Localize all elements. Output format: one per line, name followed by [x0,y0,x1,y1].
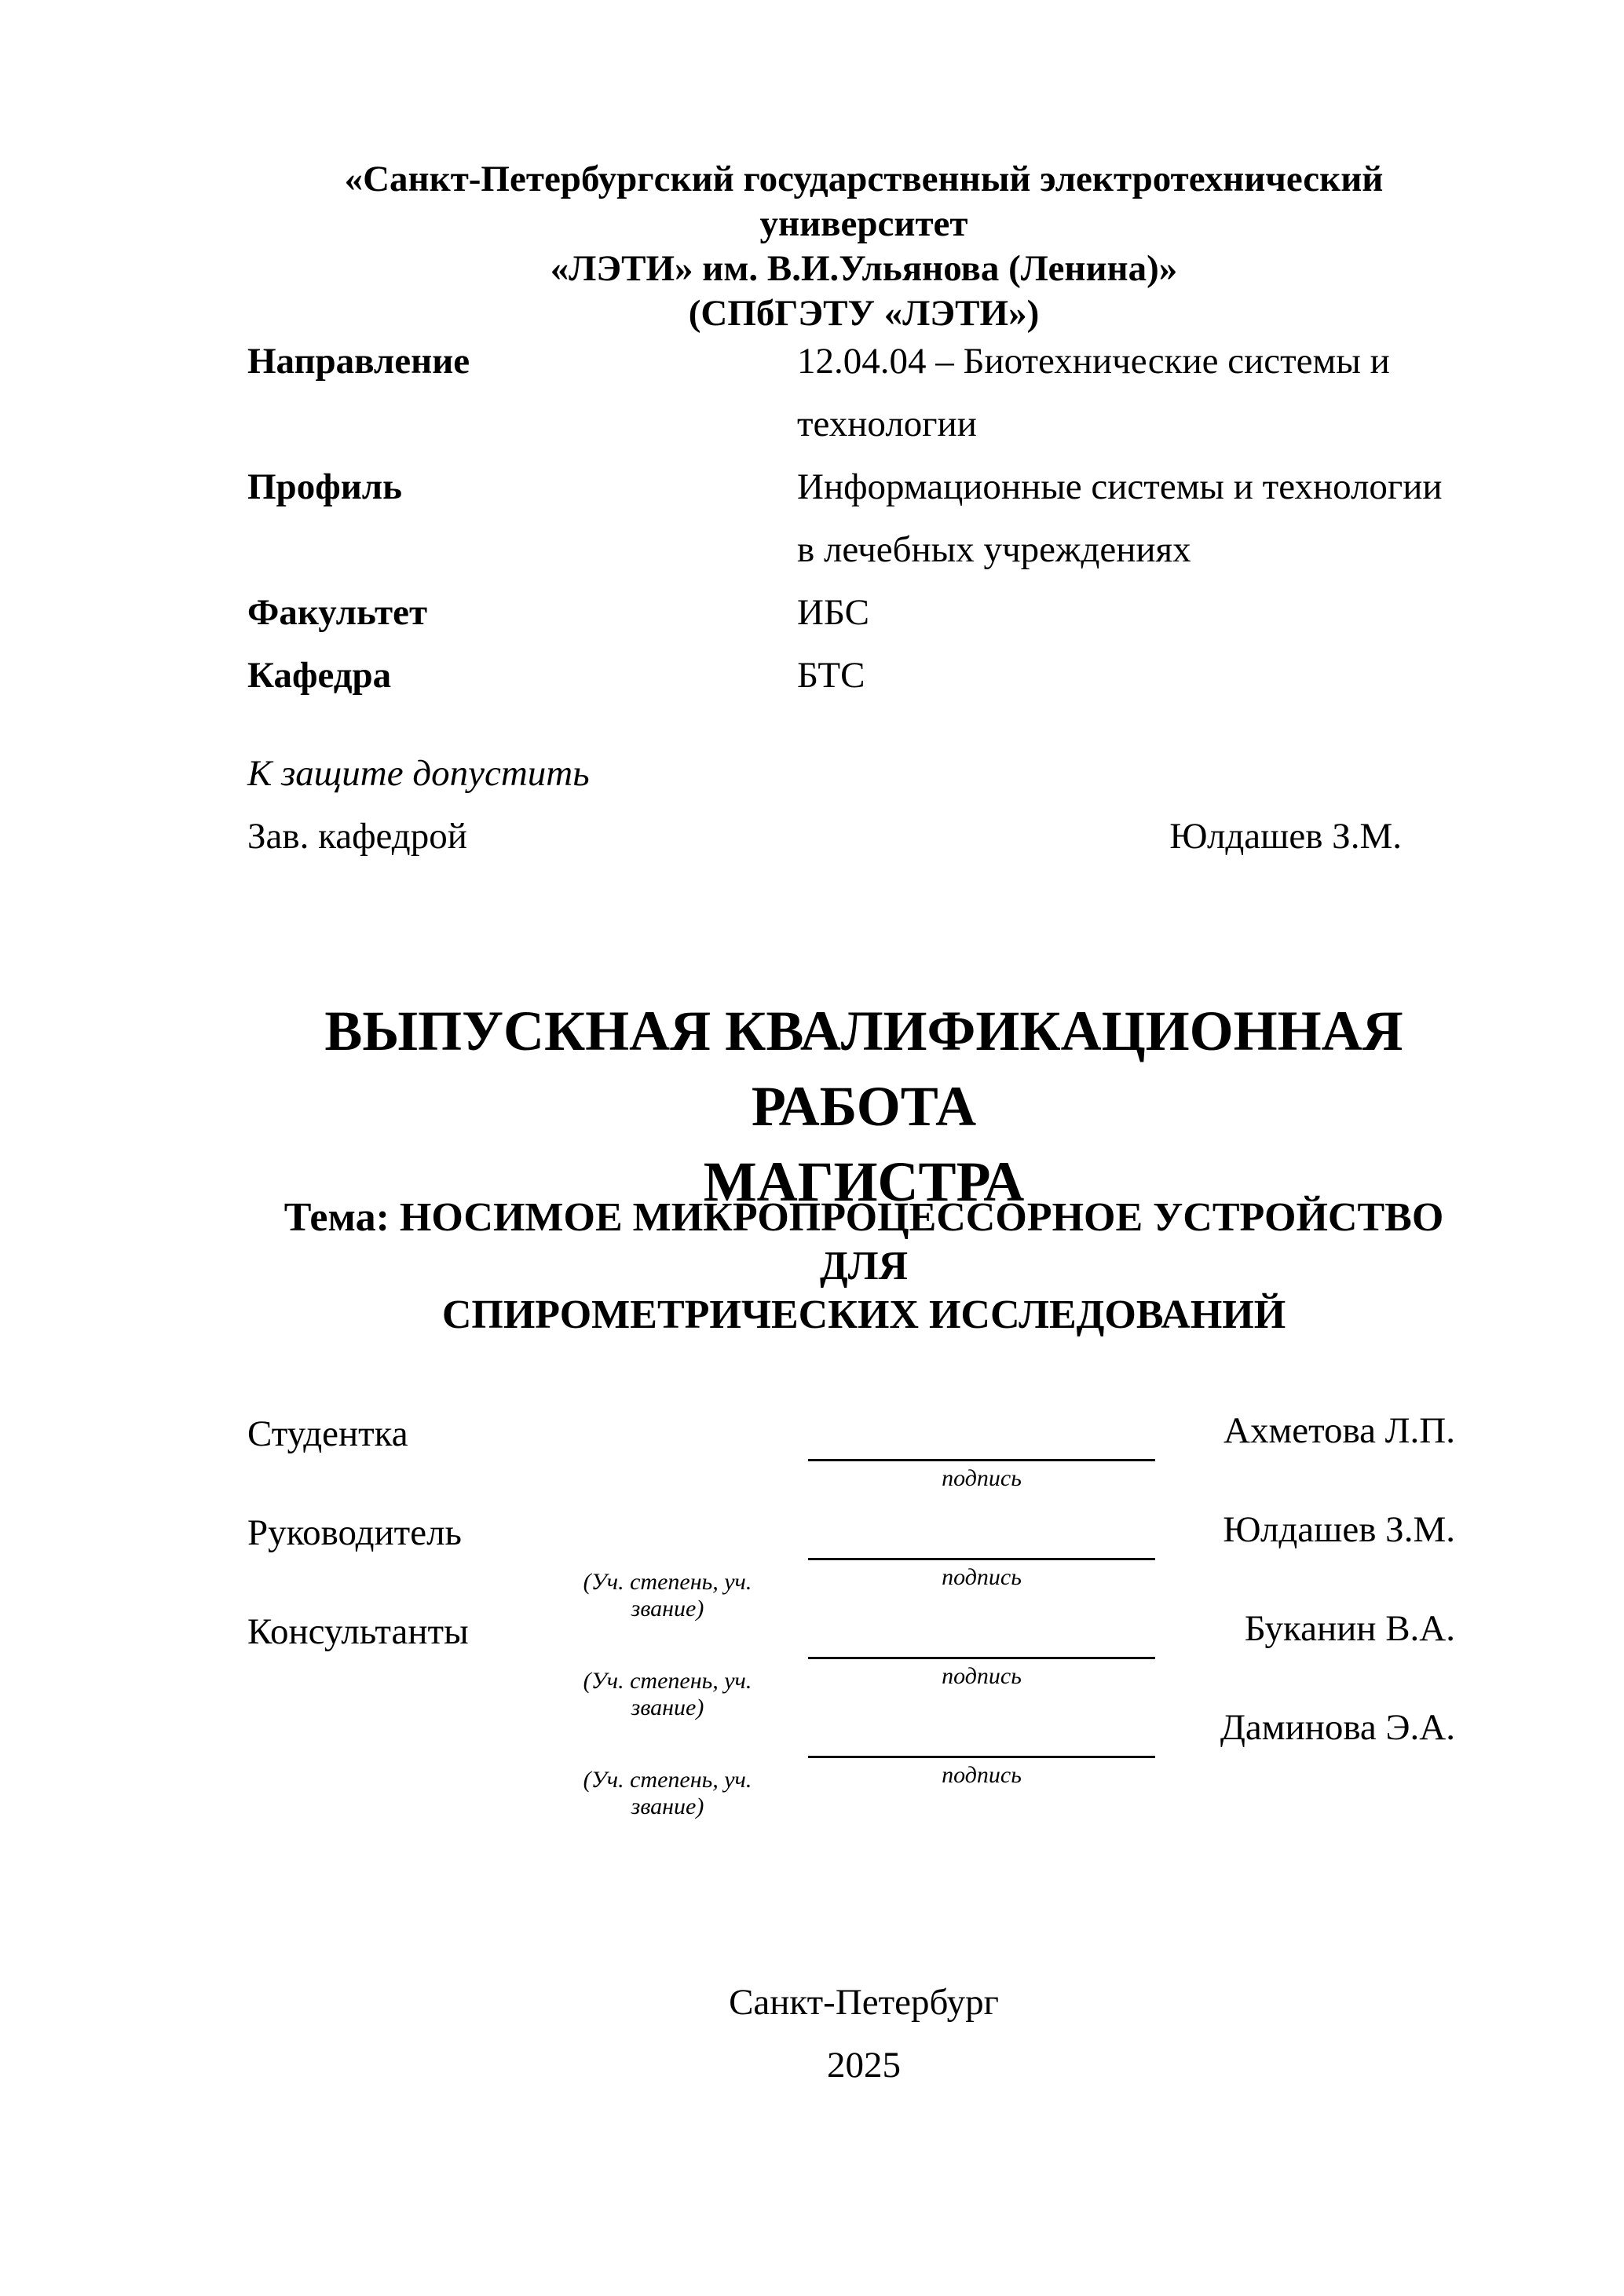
field-row-profile [247,455,1480,581]
field-value-line: ИБС [797,592,869,633]
field-value-line: технологии [797,404,977,444]
signature-name: Буканин В.А. [1244,1608,1455,1649]
field-value-department [797,644,1480,707]
work-type-title [247,993,1480,1219]
signature-line [808,1756,1155,1758]
theme-line-2: СПИРОМЕТРИЧЕСКИХ ИССЛЕДОВАНИЙ [441,1292,1286,1337]
field-label-profile: Профиль [247,466,403,507]
signature-degree-caption: (Уч. степень, уч. звание) [583,1767,752,1819]
signature-line [808,1657,1155,1659]
signature-degree-caption: (Уч. степень, уч. звание) [583,1569,752,1621]
signature-name: Даминова Э.А. [1220,1707,1455,1748]
admission-role: Зав. кафедрой [247,816,467,857]
signature-row-consultant-2 [247,1702,1480,1819]
signature-line [808,1558,1155,1560]
work-type-line-1: ВЫПУСКНАЯ КВАЛИФИКАЦИОННАЯ РАБОТА [324,1000,1403,1138]
university-header-line-2: «ЛЭТИ» им. В.И.Ульянова (Ленина)» [550,248,1178,289]
work-type-line-2: МАГИСТРА [703,1150,1025,1213]
signature-line [808,1459,1155,1461]
signature-line-caption: подпись [942,1465,1022,1491]
program-fields [247,330,1480,707]
admission-block [247,742,1480,868]
signature-line-caption: подпись [942,1663,1022,1689]
footer [247,1971,1480,2097]
field-row-faculty [247,581,1480,644]
field-value-direction [797,330,1480,455]
field-label-direction: Направление [247,341,470,382]
signature-name: Ахметова Л.П. [1223,1410,1455,1451]
field-value-line: БТС [797,655,865,696]
field-value-line: Информационные системы и технологии [797,466,1443,507]
footer-year: 2025 [827,2045,901,2086]
university-header-line-3: (СПбГЭТУ «ЛЭТИ») [688,293,1040,334]
signature-row-student [247,1406,1480,1504]
footer-city: Санкт-Петербург [729,1982,999,2023]
field-value-line: в лечебных учреждениях [797,529,1191,570]
field-label-faculty: Факультет [247,592,428,633]
university-header [247,157,1480,336]
admission-name: Юлдашев З.М. [1169,816,1402,857]
field-row-department [247,644,1480,707]
signature-row-consultant-1 [247,1603,1480,1720]
field-row-direction [247,330,1480,455]
field-value-line: 12.04.04 – Биотехнические системы и [797,341,1390,382]
admission-statement: К защите допустить [247,753,590,794]
theme-title [247,1194,1480,1340]
field-value-profile [797,455,1480,581]
signature-role: Студентка [247,1413,408,1454]
field-value-faculty [797,581,1480,644]
theme-line-1: Тема: НОСИМОЕ МИКРОПРОЦЕССОРНОЕ УСТРОЙСТВО ДЛЯ [283,1195,1444,1289]
field-label-department: Кафедра [247,655,392,696]
signature-line-caption: подпись [942,1762,1022,1788]
signature-degree-caption: (Уч. степень, уч. звание) [583,1668,752,1720]
admission-row [247,805,1480,868]
university-header-line-1: «Санкт-Петербургский государственный электротехнический университет [344,159,1384,244]
signature-line-caption: подпись [942,1564,1022,1590]
signature-role: Консультанты [247,1611,469,1652]
signature-name: Юлдашев З.М. [1223,1509,1455,1550]
signature-role: Руководитель [247,1512,462,1553]
signature-row-supervisor [247,1504,1480,1621]
